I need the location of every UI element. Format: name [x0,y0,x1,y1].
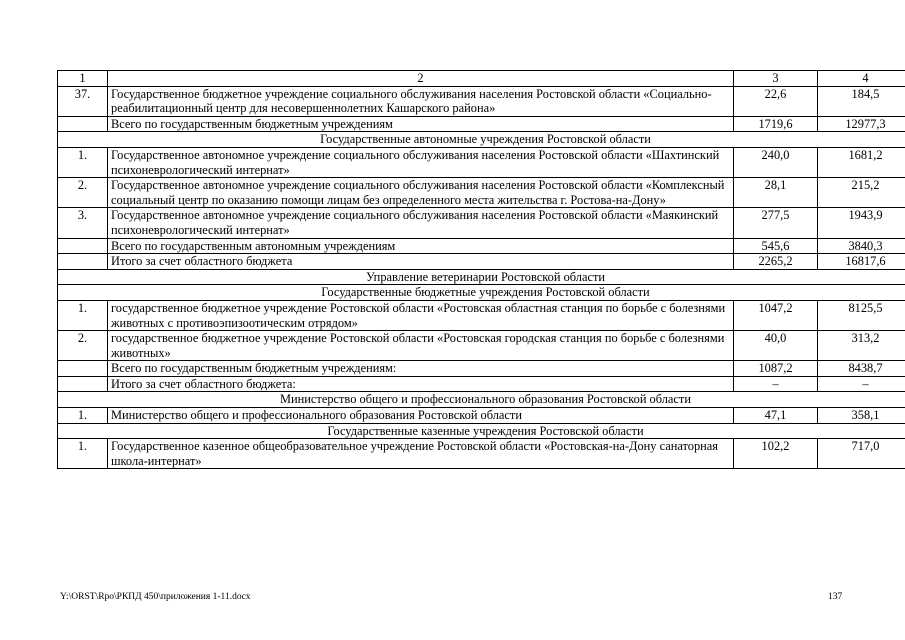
section-heading-row [58,392,905,408]
institution-name: Министерство общего и профессионального образования Ростовской области [108,408,734,424]
total-row [58,254,905,270]
value-column-3: 2265,2 [734,254,818,270]
table-row [58,147,905,177]
value-column-3: 47,1 [734,408,818,424]
footer-page-number: 137 [828,592,843,602]
value-column-4: 8125,5 [818,300,905,330]
row-number: 2. [58,331,108,361]
value-column-3: 28,1 [734,178,818,208]
value-column-3: 240,0 [734,147,818,177]
total-row [58,238,905,254]
total-row [58,116,905,132]
value-column-4: 717,0 [818,439,905,469]
row-number: 2. [58,178,108,208]
institution-name: Всего по государственным бюджетным учреждениям: [108,361,734,377]
column-number-2: 2 [108,71,734,87]
row-number [58,254,108,270]
column-number-4: 4 [818,71,905,87]
value-column-3: 545,6 [734,238,818,254]
row-number [58,376,108,392]
section-heading: Управление ветеринарии Ростовской области [58,269,905,285]
value-column-4: 1681,2 [818,147,905,177]
value-column-4: 184,5 [818,86,905,116]
row-number [58,238,108,254]
section-heading-row [58,285,905,301]
institution-name: Итого за счет областного бюджета: [108,376,734,392]
budget-table [57,70,905,469]
value-column-4: – [818,376,905,392]
institution-name: Государственное автономное учреждение социального обслуживания населения Ростовской области «Маякинский психоневрологический интернат» [108,208,734,238]
value-column-3: 1719,6 [734,116,818,132]
row-number [58,361,108,377]
section-heading-row [58,423,905,439]
footer-file-path: Y:\ORST\Rpo\РКПД 450\приложения 1-11.docx [60,592,251,602]
total-row [58,361,905,377]
column-number-row [58,71,905,87]
total-row [58,376,905,392]
section-heading: Государственные бюджетные учреждения Ростовской области [58,285,905,301]
institution-name: Государственное казенное общеобразовательное учреждение Ростовской области «Ростовская-на-Дону санаторная школа-интернат» [108,439,734,469]
table-row [58,300,905,330]
institution-name: государственное бюджетное учреждение Ростовской области «Ростовская городская станция по борьбе с болезнями животных» [108,331,734,361]
value-column-4: 16817,6 [818,254,905,270]
row-number: 37. [58,86,108,116]
table-row [58,208,905,238]
institution-name: Всего по государственным бюджетным учреждениям [108,116,734,132]
row-number: 1. [58,439,108,469]
value-column-4: 358,1 [818,408,905,424]
institution-name: государственное бюджетное учреждение Ростовской области «Ростовская областная станция по борьбе с болезнями животных с противоэпизоотическим отрядом» [108,300,734,330]
table-row [58,86,905,116]
value-column-4: 12977,3 [818,116,905,132]
row-number [58,116,108,132]
value-column-4: 3840,3 [818,238,905,254]
value-column-4: 313,2 [818,331,905,361]
value-column-3: 1047,2 [734,300,818,330]
institution-name: Государственное автономное учреждение социального обслуживания населения Ростовской области «Комплексный социальный центр по оказанию помощи лицам без определенного места жительства г. Ростова-на-Дону» [108,178,734,208]
row-number: 1. [58,300,108,330]
value-column-3: 1087,2 [734,361,818,377]
table-row [58,178,905,208]
section-heading-row [58,269,905,285]
value-column-3: 277,5 [734,208,818,238]
value-column-4: 215,2 [818,178,905,208]
table-row [58,408,905,424]
institution-name: Государственное автономное учреждение социального обслуживания населения Ростовской области «Шахтинский психоневрологический интернат» [108,147,734,177]
value-column-4: 1943,9 [818,208,905,238]
value-column-3: – [734,376,818,392]
table-row [58,439,905,469]
section-heading: Государственные казенные учреждения Ростовской области [58,423,905,439]
section-heading: Государственные автономные учреждения Ростовской области [58,132,905,148]
section-heading-row [58,132,905,148]
value-column-3: 102,2 [734,439,818,469]
row-number: 1. [58,408,108,424]
row-number: 3. [58,208,108,238]
institution-name: Всего по государственным автономным учреждениям [108,238,734,254]
column-number-1: 1 [58,71,108,87]
value-column-3: 22,6 [734,86,818,116]
value-column-4: 8438,7 [818,361,905,377]
column-number-3: 3 [734,71,818,87]
institution-name: Государственное бюджетное учреждение социального обслуживания населения Ростовской области «Социально-реабилитационный центр для несовершеннолетних Кашарского района» [108,86,734,116]
value-column-3: 40,0 [734,331,818,361]
table-row [58,331,905,361]
institution-name: Итого за счет областного бюджета [108,254,734,270]
row-number: 1. [58,147,108,177]
section-heading: Министерство общего и профессионального образования Ростовской области [58,392,905,408]
